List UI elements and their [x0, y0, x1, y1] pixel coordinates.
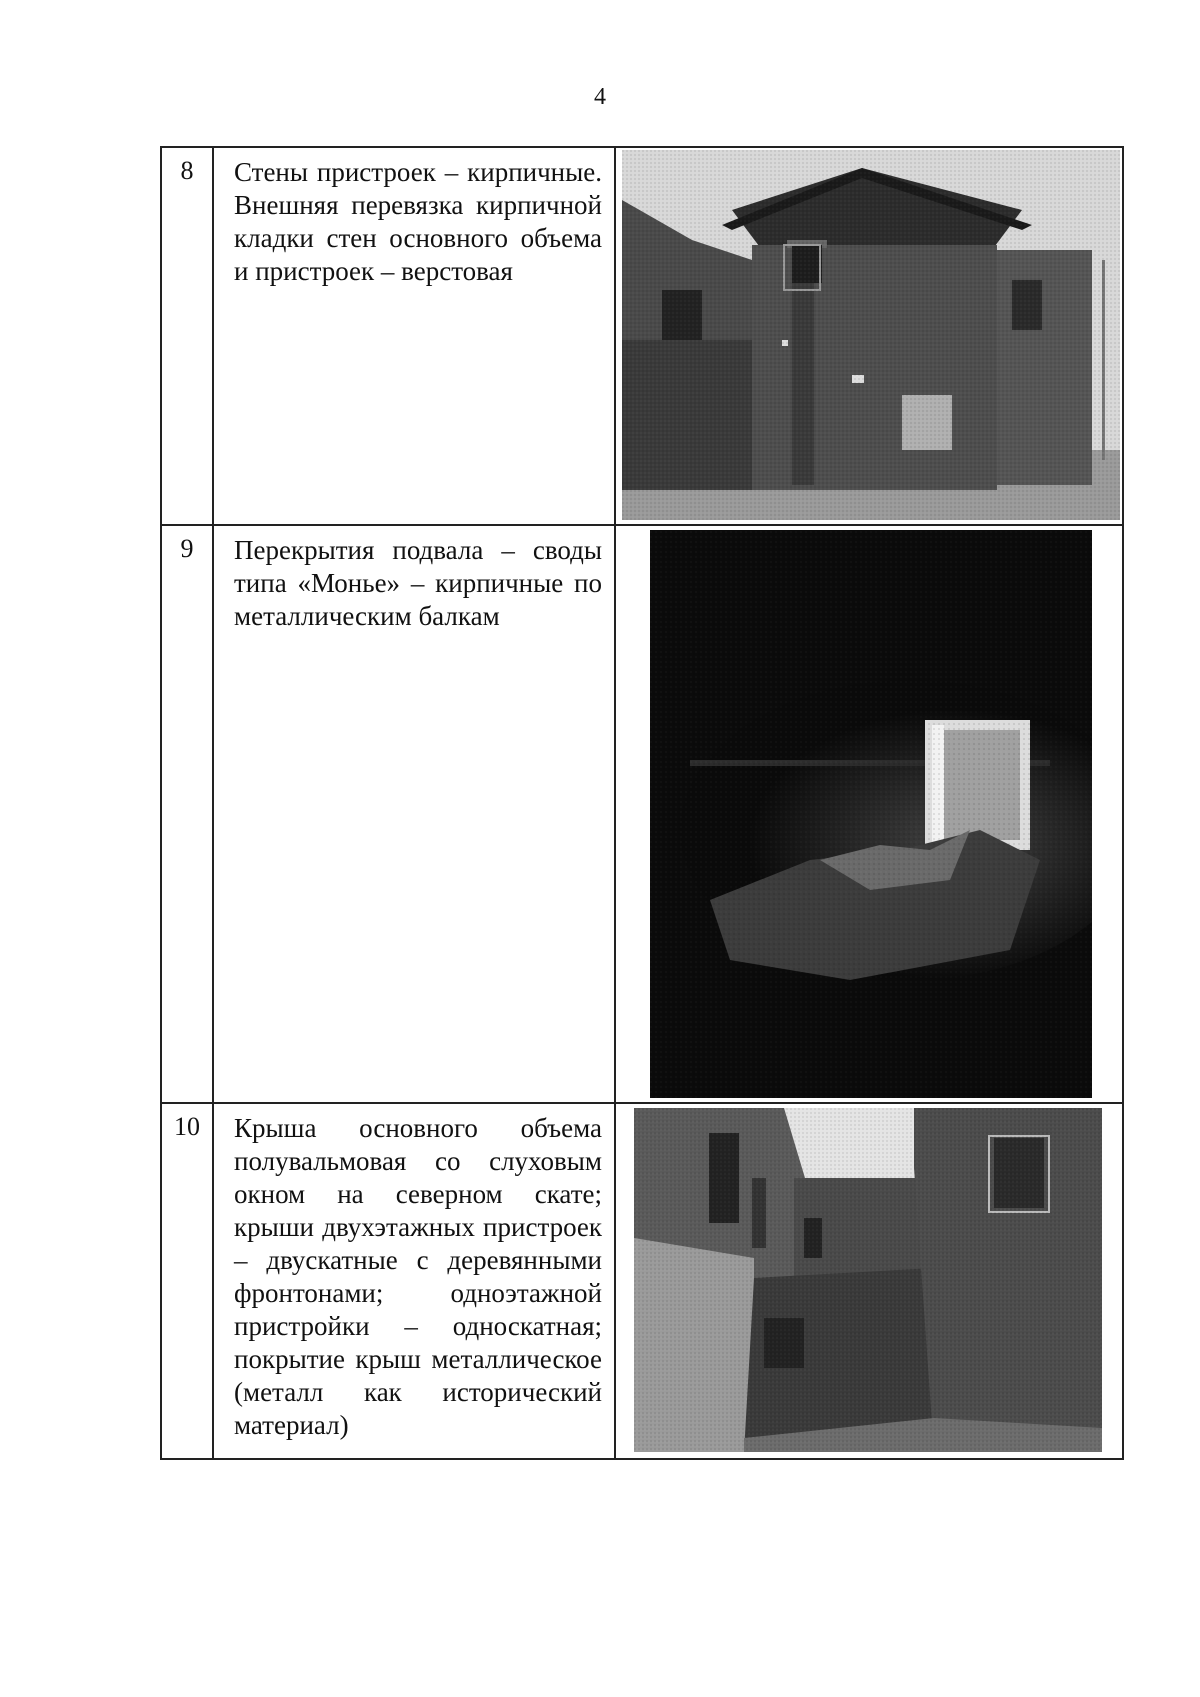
row-number: 10: [162, 1104, 214, 1458]
row-description: Перекрытия подвала – своды типа «Монье» – кирпичные по металлическим балкам: [216, 526, 616, 1104]
photo-cell: [618, 148, 1122, 526]
building-facade-photo: [622, 150, 1120, 520]
courtyard-walls-photo: [634, 1108, 1102, 1452]
photo-cell: [618, 1104, 1122, 1458]
photo-cell: [618, 526, 1122, 1104]
row-description: Стены пристроек – кирпичные. Внешняя перевязка кирпичной кладки стен основного объема и пристроек – верстовая: [216, 148, 616, 526]
row-description: Крыша основного объема полувальмовая со слуховым окном на северном скате; крыши двухэтажных пристроек – двускатные с деревянными фронтонами; одноэтажной пристройки – односкатная; покрытие крыш металлическое (металл как исторический материал): [216, 1104, 616, 1458]
table-row: [160, 146, 1124, 526]
page-number: 4: [594, 84, 606, 110]
row-number: 9: [162, 526, 214, 1104]
table-row: [160, 524, 1124, 1104]
row-number: 8: [162, 148, 214, 526]
table-row: [160, 1102, 1124, 1460]
basement-interior-photo: [650, 530, 1092, 1098]
